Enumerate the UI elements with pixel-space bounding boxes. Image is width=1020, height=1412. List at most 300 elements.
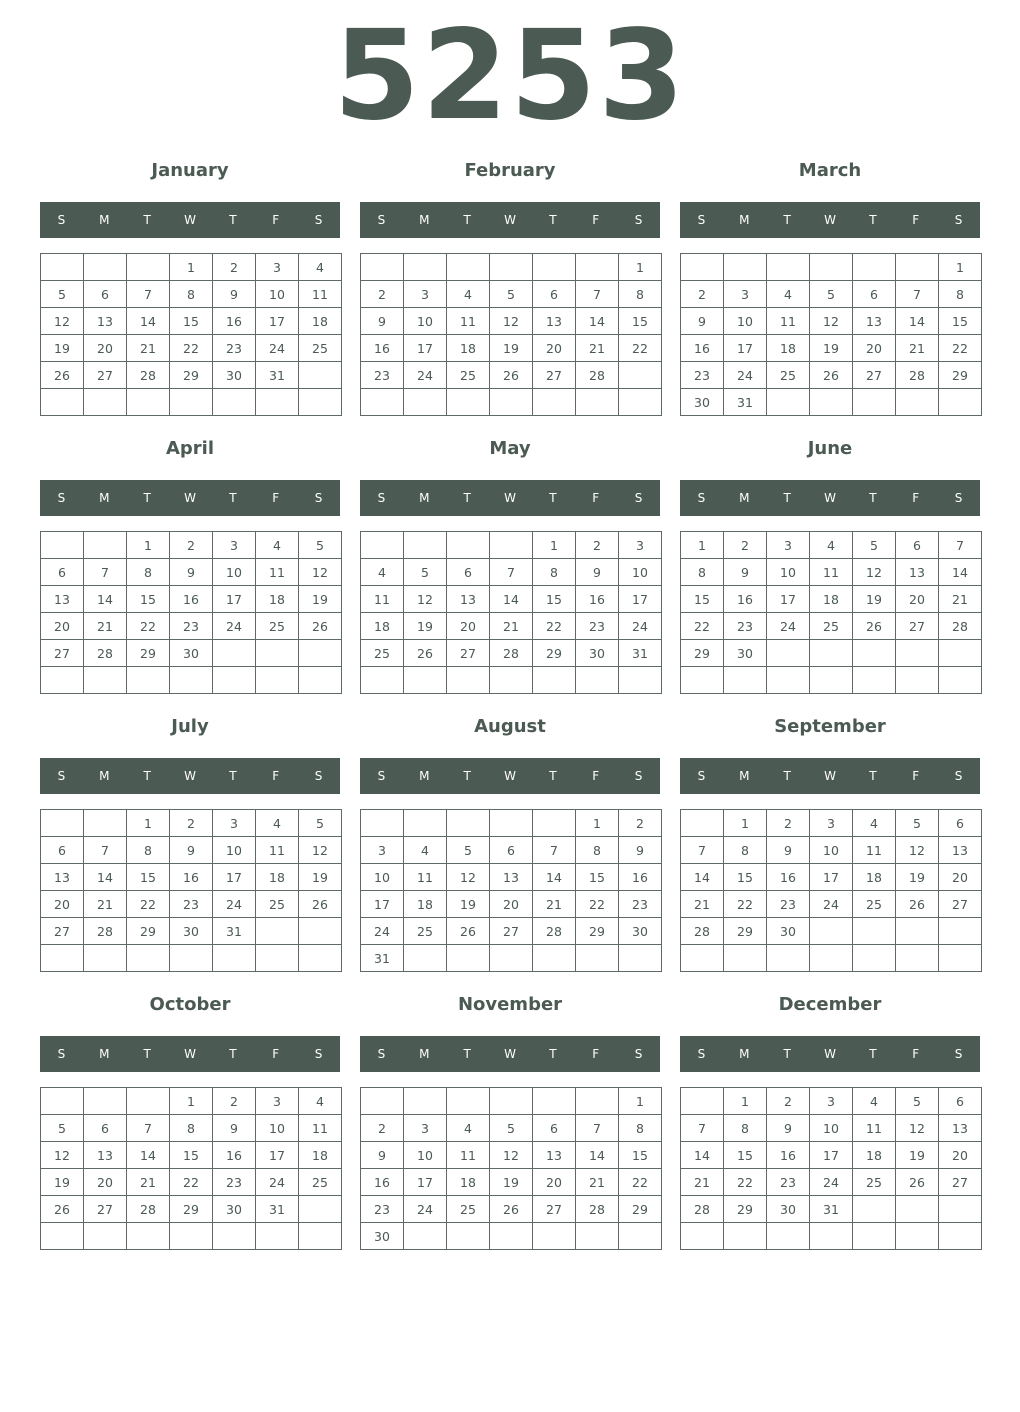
day-cell: 21 — [896, 335, 939, 362]
weekday-label: F — [272, 213, 280, 227]
day-cell: 29 — [724, 1196, 767, 1223]
month-september — [680, 712, 980, 990]
day-cell: 15 — [619, 1142, 662, 1169]
day-cell: 14 — [576, 1142, 619, 1169]
day-cell: 28 — [84, 918, 127, 945]
weekday-label: T — [143, 491, 151, 505]
day-cell: 6 — [853, 281, 896, 308]
day-cell: 18 — [447, 335, 490, 362]
month-january — [40, 156, 340, 434]
day-cell: 30 — [170, 640, 213, 667]
day-cell: 3 — [810, 1088, 853, 1115]
month-july — [40, 712, 340, 990]
weekday-label: T — [549, 769, 557, 783]
weekday-label: F — [912, 769, 920, 783]
day-cell: 9 — [170, 559, 213, 586]
month-title: February — [464, 160, 556, 181]
day-cell: 10 — [810, 837, 853, 864]
day-cell: 15 — [170, 1142, 213, 1169]
day-cell: 28 — [533, 918, 576, 945]
weekday-label: M — [419, 491, 430, 505]
weekday-header — [680, 1036, 980, 1072]
day-cell: 6 — [533, 281, 576, 308]
day-cell: 1 — [127, 532, 170, 559]
empty-day-cell — [256, 389, 299, 416]
day-cell: 27 — [41, 918, 84, 945]
day-cell: 15 — [939, 308, 982, 335]
day-cell: 9 — [681, 308, 724, 335]
day-cell: 3 — [404, 281, 447, 308]
day-cell: 27 — [84, 362, 127, 389]
week-row — [681, 1169, 982, 1196]
month-title: May — [489, 438, 531, 459]
day-cell: 28 — [84, 640, 127, 667]
empty-day-cell — [256, 1223, 299, 1250]
weekday-label: T — [463, 491, 471, 505]
day-cell: 21 — [576, 1169, 619, 1196]
day-cell: 24 — [404, 1196, 447, 1223]
week-row — [361, 640, 662, 667]
empty-day-cell — [810, 1223, 853, 1250]
day-cell: 1 — [681, 532, 724, 559]
empty-day-cell — [256, 640, 299, 667]
day-cell: 4 — [853, 1088, 896, 1115]
empty-day-cell — [84, 254, 127, 281]
day-cell: 17 — [213, 586, 256, 613]
empty-day-cell — [810, 667, 853, 694]
day-cell: 24 — [619, 613, 662, 640]
week-row — [41, 389, 342, 416]
day-cell: 27 — [490, 918, 533, 945]
day-cell: 13 — [533, 1142, 576, 1169]
week-row — [41, 613, 342, 640]
empty-day-cell — [127, 254, 170, 281]
week-row — [41, 1169, 342, 1196]
day-cell: 9 — [213, 1115, 256, 1142]
weekday-label: W — [184, 491, 196, 505]
week-row — [41, 586, 342, 613]
empty-day-cell — [361, 254, 404, 281]
day-cell: 18 — [361, 613, 404, 640]
days-grid — [360, 531, 662, 694]
week-row — [41, 1196, 342, 1223]
day-cell: 2 — [767, 810, 810, 837]
day-cell: 2 — [213, 254, 256, 281]
day-cell: 7 — [576, 1115, 619, 1142]
empty-day-cell — [361, 810, 404, 837]
day-cell: 14 — [681, 864, 724, 891]
day-cell: 29 — [127, 640, 170, 667]
day-cell: 31 — [724, 389, 767, 416]
week-row — [361, 559, 662, 586]
weekday-label: T — [783, 491, 791, 505]
day-cell: 15 — [127, 586, 170, 613]
day-cell: 7 — [84, 837, 127, 864]
day-cell: 20 — [84, 1169, 127, 1196]
empty-day-cell — [41, 1223, 84, 1250]
weekday-header — [360, 480, 660, 516]
day-cell: 19 — [299, 586, 342, 613]
empty-day-cell — [447, 532, 490, 559]
day-cell: 3 — [767, 532, 810, 559]
day-cell: 12 — [404, 586, 447, 613]
week-row — [681, 667, 982, 694]
week-row — [361, 308, 662, 335]
empty-day-cell — [447, 1223, 490, 1250]
week-row — [361, 1169, 662, 1196]
weekday-header — [40, 1036, 340, 1072]
empty-day-cell — [41, 945, 84, 972]
day-cell: 8 — [619, 281, 662, 308]
month-february — [360, 156, 660, 434]
week-row — [41, 1142, 342, 1169]
day-cell: 26 — [490, 362, 533, 389]
day-cell: 11 — [853, 1115, 896, 1142]
day-cell: 30 — [681, 389, 724, 416]
day-cell: 24 — [810, 1169, 853, 1196]
day-cell: 13 — [41, 586, 84, 613]
empty-day-cell — [447, 1088, 490, 1115]
week-row — [681, 1223, 982, 1250]
day-cell: 24 — [404, 362, 447, 389]
empty-day-cell — [84, 945, 127, 972]
day-cell: 6 — [41, 559, 84, 586]
day-cell: 10 — [767, 559, 810, 586]
day-cell: 28 — [127, 1196, 170, 1223]
day-cell: 8 — [619, 1115, 662, 1142]
weekday-label: S — [954, 769, 963, 783]
weekday-label: T — [783, 1047, 791, 1061]
day-cell: 20 — [41, 891, 84, 918]
empty-day-cell — [256, 667, 299, 694]
empty-day-cell — [681, 667, 724, 694]
day-cell: 14 — [490, 586, 533, 613]
day-cell: 18 — [256, 586, 299, 613]
day-cell: 13 — [490, 864, 533, 891]
day-cell: 19 — [490, 335, 533, 362]
day-cell: 23 — [681, 362, 724, 389]
day-cell: 26 — [41, 362, 84, 389]
week-row — [41, 891, 342, 918]
week-row — [361, 586, 662, 613]
day-cell: 4 — [853, 810, 896, 837]
weekday-label: S — [954, 491, 963, 505]
day-cell: 19 — [810, 335, 853, 362]
day-cell: 6 — [939, 1088, 982, 1115]
day-cell: 14 — [533, 864, 576, 891]
day-cell: 17 — [256, 308, 299, 335]
day-cell: 16 — [170, 864, 213, 891]
weekday-label: T — [869, 1047, 877, 1061]
day-cell: 3 — [256, 254, 299, 281]
day-cell: 14 — [127, 1142, 170, 1169]
empty-day-cell — [619, 389, 662, 416]
empty-day-cell — [896, 1223, 939, 1250]
day-cell: 16 — [767, 1142, 810, 1169]
empty-day-cell — [84, 1223, 127, 1250]
day-cell: 15 — [724, 864, 767, 891]
day-cell: 25 — [256, 891, 299, 918]
day-cell: 23 — [576, 613, 619, 640]
day-cell: 6 — [533, 1115, 576, 1142]
week-row — [361, 1115, 662, 1142]
day-cell: 7 — [490, 559, 533, 586]
empty-day-cell — [724, 667, 767, 694]
day-cell: 30 — [576, 640, 619, 667]
days-grid — [360, 253, 662, 416]
weekday-header — [40, 758, 340, 794]
day-cell: 3 — [213, 532, 256, 559]
day-cell: 1 — [127, 810, 170, 837]
day-cell: 5 — [404, 559, 447, 586]
day-cell: 25 — [361, 640, 404, 667]
week-row — [41, 837, 342, 864]
day-cell: 19 — [404, 613, 447, 640]
day-cell: 21 — [127, 1169, 170, 1196]
weekday-label: W — [824, 213, 836, 227]
day-cell: 22 — [170, 335, 213, 362]
empty-day-cell — [84, 810, 127, 837]
day-cell: 16 — [724, 586, 767, 613]
empty-day-cell — [767, 389, 810, 416]
day-cell: 26 — [896, 891, 939, 918]
day-cell: 29 — [939, 362, 982, 389]
empty-day-cell — [853, 1196, 896, 1223]
empty-day-cell — [681, 945, 724, 972]
days-grid — [40, 531, 342, 694]
week-row — [681, 532, 982, 559]
day-cell: 22 — [619, 1169, 662, 1196]
weekday-label: T — [549, 213, 557, 227]
empty-day-cell — [41, 254, 84, 281]
empty-day-cell — [170, 667, 213, 694]
empty-day-cell — [576, 254, 619, 281]
day-cell: 10 — [619, 559, 662, 586]
weekday-label: W — [504, 213, 516, 227]
day-cell: 21 — [533, 891, 576, 918]
day-cell: 22 — [576, 891, 619, 918]
day-cell: 11 — [853, 837, 896, 864]
empty-day-cell — [939, 667, 982, 694]
day-cell: 31 — [619, 640, 662, 667]
day-cell: 21 — [939, 586, 982, 613]
day-cell: 16 — [767, 864, 810, 891]
empty-day-cell — [84, 667, 127, 694]
weekday-label: F — [592, 213, 600, 227]
day-cell: 7 — [896, 281, 939, 308]
day-cell: 31 — [213, 918, 256, 945]
empty-day-cell — [767, 1223, 810, 1250]
day-cell: 8 — [127, 559, 170, 586]
day-cell: 2 — [681, 281, 724, 308]
empty-day-cell — [299, 945, 342, 972]
empty-day-cell — [127, 1088, 170, 1115]
day-cell: 20 — [896, 586, 939, 613]
weekday-label: M — [99, 769, 110, 783]
week-row — [681, 281, 982, 308]
day-cell: 27 — [939, 1169, 982, 1196]
day-cell: 15 — [127, 864, 170, 891]
day-cell: 26 — [810, 362, 853, 389]
day-cell: 4 — [361, 559, 404, 586]
day-cell: 18 — [853, 1142, 896, 1169]
month-march — [680, 156, 980, 434]
day-cell: 23 — [170, 891, 213, 918]
weekday-label: F — [272, 491, 280, 505]
empty-day-cell — [404, 667, 447, 694]
empty-day-cell — [619, 945, 662, 972]
week-row — [681, 362, 982, 389]
day-cell: 8 — [939, 281, 982, 308]
days-grid — [680, 531, 982, 694]
weekday-label: T — [869, 769, 877, 783]
day-cell: 17 — [619, 586, 662, 613]
month-november — [360, 990, 660, 1268]
day-cell: 22 — [127, 891, 170, 918]
week-row — [361, 1223, 662, 1250]
day-cell: 6 — [939, 810, 982, 837]
empty-day-cell — [939, 918, 982, 945]
day-cell: 6 — [41, 837, 84, 864]
empty-day-cell — [767, 254, 810, 281]
week-row — [361, 281, 662, 308]
empty-day-cell — [41, 1088, 84, 1115]
month-title: October — [149, 994, 231, 1015]
day-cell: 1 — [724, 1088, 767, 1115]
day-cell: 27 — [447, 640, 490, 667]
week-row — [681, 1142, 982, 1169]
day-cell: 25 — [853, 1169, 896, 1196]
day-cell: 11 — [256, 559, 299, 586]
day-cell: 9 — [576, 559, 619, 586]
empty-day-cell — [896, 1196, 939, 1223]
day-cell: 29 — [127, 918, 170, 945]
day-cell: 14 — [84, 864, 127, 891]
day-cell: 10 — [404, 1142, 447, 1169]
empty-day-cell — [84, 1088, 127, 1115]
days-grid — [360, 809, 662, 972]
day-cell: 17 — [404, 1169, 447, 1196]
day-cell: 22 — [724, 891, 767, 918]
empty-day-cell — [724, 945, 767, 972]
day-cell: 2 — [170, 810, 213, 837]
day-cell: 4 — [256, 532, 299, 559]
day-cell: 24 — [213, 613, 256, 640]
weekday-label: S — [377, 1047, 386, 1061]
day-cell: 23 — [619, 891, 662, 918]
weekday-label: S — [377, 769, 386, 783]
empty-day-cell — [533, 1223, 576, 1250]
day-cell: 30 — [619, 918, 662, 945]
empty-day-cell — [619, 1223, 662, 1250]
day-cell: 16 — [361, 335, 404, 362]
day-cell: 18 — [853, 864, 896, 891]
empty-day-cell — [447, 945, 490, 972]
day-cell: 27 — [533, 362, 576, 389]
empty-day-cell — [170, 1223, 213, 1250]
day-cell: 23 — [361, 362, 404, 389]
day-cell: 9 — [619, 837, 662, 864]
day-cell: 11 — [299, 281, 342, 308]
weekday-label: S — [697, 491, 706, 505]
day-cell: 15 — [681, 586, 724, 613]
weekday-label: T — [463, 1047, 471, 1061]
day-cell: 8 — [170, 1115, 213, 1142]
empty-day-cell — [576, 1223, 619, 1250]
day-cell: 10 — [724, 308, 767, 335]
weekday-header — [680, 758, 980, 794]
day-cell: 19 — [41, 335, 84, 362]
days-grid — [40, 809, 342, 972]
day-cell: 14 — [896, 308, 939, 335]
day-cell: 26 — [490, 1196, 533, 1223]
day-cell: 25 — [810, 613, 853, 640]
day-cell: 30 — [170, 918, 213, 945]
empty-day-cell — [41, 389, 84, 416]
day-cell: 12 — [490, 1142, 533, 1169]
day-cell: 5 — [490, 1115, 533, 1142]
empty-day-cell — [170, 945, 213, 972]
empty-day-cell — [767, 640, 810, 667]
day-cell: 2 — [576, 532, 619, 559]
empty-day-cell — [490, 389, 533, 416]
empty-day-cell — [939, 1223, 982, 1250]
empty-day-cell — [447, 810, 490, 837]
day-cell: 20 — [939, 864, 982, 891]
weekday-header — [40, 480, 340, 516]
empty-day-cell — [213, 640, 256, 667]
weekday-label: M — [99, 213, 110, 227]
empty-day-cell — [619, 362, 662, 389]
week-row — [41, 864, 342, 891]
day-cell: 25 — [853, 891, 896, 918]
day-cell: 3 — [361, 837, 404, 864]
day-cell: 24 — [256, 1169, 299, 1196]
day-cell: 6 — [84, 281, 127, 308]
weekday-label: F — [272, 769, 280, 783]
day-cell: 5 — [41, 281, 84, 308]
empty-day-cell — [41, 532, 84, 559]
month-title: August — [474, 716, 546, 737]
weekday-header — [360, 758, 660, 794]
weekday-header — [680, 480, 980, 516]
day-cell: 1 — [724, 810, 767, 837]
day-cell: 20 — [84, 335, 127, 362]
empty-day-cell — [853, 389, 896, 416]
week-row — [361, 945, 662, 972]
day-cell: 18 — [256, 864, 299, 891]
day-cell: 13 — [447, 586, 490, 613]
week-row — [41, 667, 342, 694]
empty-day-cell — [810, 945, 853, 972]
empty-day-cell — [404, 389, 447, 416]
day-cell: 17 — [810, 1142, 853, 1169]
day-cell: 1 — [619, 254, 662, 281]
day-cell: 13 — [84, 308, 127, 335]
weekday-label: T — [229, 491, 237, 505]
day-cell: 19 — [41, 1169, 84, 1196]
weekday-label: S — [57, 491, 66, 505]
day-cell: 4 — [447, 281, 490, 308]
weekday-label: F — [272, 1047, 280, 1061]
day-cell: 7 — [533, 837, 576, 864]
weekday-label: T — [143, 1047, 151, 1061]
day-cell: 10 — [404, 308, 447, 335]
day-cell: 13 — [84, 1142, 127, 1169]
empty-day-cell — [127, 667, 170, 694]
day-cell: 29 — [619, 1196, 662, 1223]
day-cell: 20 — [490, 891, 533, 918]
